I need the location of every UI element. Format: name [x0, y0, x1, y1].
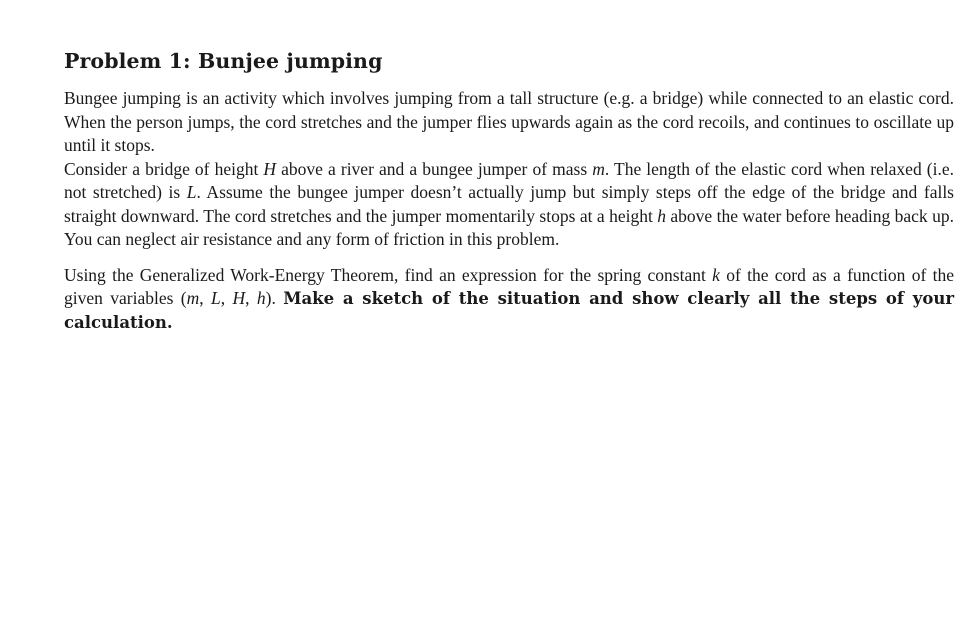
task-variable-h: h: [256, 288, 266, 308]
variable-m: m: [592, 158, 605, 179]
setup-text-4: . Assume the bungee jumper doesn’t actually jump but simply steps off the edge of the bridge and falls straight downward. The cord stretches and the jumper momentarily stops at a height: [64, 182, 954, 226]
variable-h: h: [657, 205, 666, 226]
setup-paragraph: [64, 158, 954, 252]
task-paragraph: [64, 264, 954, 335]
problem-title: Problem 1: Bunjee jumping: [64, 49, 383, 73]
setup-text-2: above a river and a bungee jumper of mass: [276, 158, 593, 179]
setup-text-3: . The length of the elastic cord when relaxed (i.e. not stretched) is: [64, 158, 954, 202]
variable-L: L: [186, 182, 197, 202]
task-text-1: Using the Generalized Work-Energy Theorem, find an expression for the spring constant: [64, 264, 713, 285]
task-text-2: of the cord as a function of the given variables (: [64, 264, 954, 308]
intro-paragraph: Bungee jumping is an activity which involves jumping from a tall structure (e.g. a bridge) while connected to an elastic cord. When the person jumps, the cord stretches and the jumper flies upwards again as the cord recoils, and continues to oscillate up until it stops.: [64, 88, 954, 155]
variable-H: H: [263, 158, 277, 179]
problem-page: [64, 46, 954, 334]
setup-text-1: Consider a bridge of height: [64, 158, 264, 179]
task-variable-L: L: [211, 288, 221, 308]
task-text-3: ).: [265, 288, 284, 308]
task-comma-3: ,: [245, 288, 257, 308]
task-comma-1: ,: [199, 288, 212, 308]
task-comma-2: ,: [220, 288, 233, 308]
task-variable-H: H: [232, 288, 246, 308]
variable-k: k: [712, 264, 720, 285]
paragraph-gap: [64, 252, 954, 264]
setup-text-5: above the water before heading back up. You can neglect air resistance and any form of friction in this problem.: [64, 205, 954, 249]
task-variable-m: m: [186, 288, 200, 308]
task-instruction-bold: Make a sketch of the situation and show clearly all the steps of your calculation.: [64, 289, 955, 332]
